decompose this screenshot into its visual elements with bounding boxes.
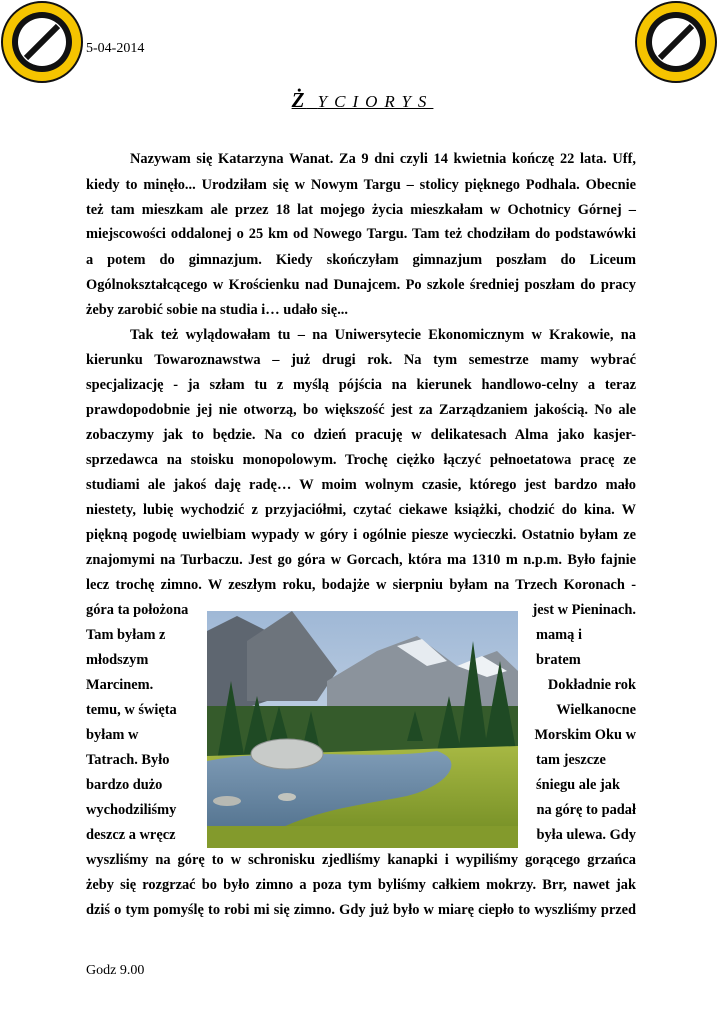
text-line: sprzedawca na stoisku monopolowym. Trochę ciężko łączyć pełnoetatowa pracę ze (86, 452, 636, 468)
text-line: zobaczymy jak to będzie. Na co dzień pracuję w delikatesach Alma jako kasjer- (86, 427, 636, 443)
right-column-line: Dokładnie rok (547, 677, 636, 693)
right-column-line: bratem (536, 652, 581, 668)
document-date: 5-04-2014 (86, 41, 145, 56)
left-column-line: byłam w (86, 727, 139, 743)
right-column-line: tam jeszcze (536, 752, 606, 768)
text-line: a potem do gimnazjum. Kiedy skończyłam gimnazjum poszłam do Liceum (86, 252, 636, 268)
left-column-line: Tatrach. Było (86, 752, 170, 768)
left-column-line: Tam byłam z (86, 627, 166, 643)
left-column-line: góra ta położona (86, 602, 189, 618)
text-line: Tak też wylądowałam tu – na Uniwersytecie Ekonomicznym w Krakowie, na (130, 327, 636, 343)
pdf-xchange-badge-right[interactable] (634, 0, 718, 84)
footer-note: Godz 9.00 (86, 963, 145, 978)
left-column-line: młodszym (86, 652, 149, 668)
text-line: Ogólnokształcącego w Krościenku nad Dunajcem. Po szkole średniej poszłam do pracy (86, 277, 636, 293)
text-line: kiedy to minęło... Urodziłam się w Nowym Targu – stolicy pięknego Podhala. Obecnie (86, 177, 636, 193)
text-line: miejscowości oddalonej o 25 km od Nowego Targu. Tam też chodziłam do podstawówki (86, 226, 636, 242)
text-line: żeby się rozgrzać bo było zimno a poza tym byliśmy całkiem mokrzy. Brr, nawet jak (86, 877, 636, 893)
mountain-lake-photo (207, 611, 518, 848)
left-column-line: Marcinem. (86, 677, 154, 693)
text-line: wyszliśmy na górę to w schronisku zjedliśmy kanapki i wypiliśmy gorącego grzańca (86, 852, 636, 868)
text-line: studiami ale jakoś daję radę… W moim wolnym czasie, którego jest bardzo mało (86, 477, 636, 493)
text-line: specjalizację - ja szłam tu z myślą pójścia na kierunek handlowo-celny a teraz (86, 377, 636, 393)
text-line: piękną pogodę uwielbiam wypady w góry i ogólnie piesze wycieczki. Ostatnio byłam ze (86, 527, 636, 543)
right-column-line: była ulewa. Gdy (536, 827, 636, 843)
right-column-line: mamą i (536, 627, 582, 643)
left-column-line: deszcz a wręcz (86, 827, 176, 843)
pdf-xchange-badge-left[interactable] (0, 0, 84, 84)
text-line: znajomymi na Turbaczu. Jest go góra w Gorcach, która ma 1310 m n.p.m. Było fajnie (86, 552, 636, 568)
text-line: niestety, lubię wychodzić z przyjaciółmi, czytać ciekawe książki, chodzić do kina. W (86, 502, 636, 518)
text-line: dziś o tym pomyślę to robi mi się zimno. Gdy już było w miarę ciepło to wyszliśmy przed (86, 902, 636, 918)
right-column-line: Morskim Oku w (534, 727, 636, 743)
text-line: Nazywam się Katarzyna Wanat. Za 9 dni czyli 14 kwietnia kończę 22 lata. Uff, (130, 151, 636, 167)
left-column-line: bardzo dużo (86, 777, 163, 793)
text-line: prawdopodobnie jej nie otworzą, bo większość jest za Zarządzaniem jakością. No ale (86, 402, 636, 418)
text-line: lecz trochę zimno. W zeszłym roku, bodajże w sierpniu byłam na Trzech Koronach - (86, 577, 636, 593)
right-column-line: jest w Pieninach. (532, 602, 636, 618)
right-column-line: na górę to padał (536, 802, 636, 818)
left-column-line: wychodziliśmy (86, 802, 177, 818)
right-column-line: Wielkanocne (556, 702, 636, 718)
right-column-line: śniegu ale jak (536, 777, 620, 793)
document-title (0, 88, 725, 113)
title-rest: YCIORYS (317, 92, 434, 111)
title-first-letter: Ż (291, 88, 307, 112)
text-line: kierunku Towaroznawstwa – już drugi rok. Na tym semestrze mamy wybrać (86, 352, 636, 368)
text-line: żeby zarobić sobie na studia i… udało się... (86, 302, 348, 318)
left-column-line: temu, w święta (86, 702, 177, 718)
text-line: też tam mieszkam ale przez 18 lat mojego życia mieszkałam w Ochotnicy Górnej – (86, 202, 636, 218)
